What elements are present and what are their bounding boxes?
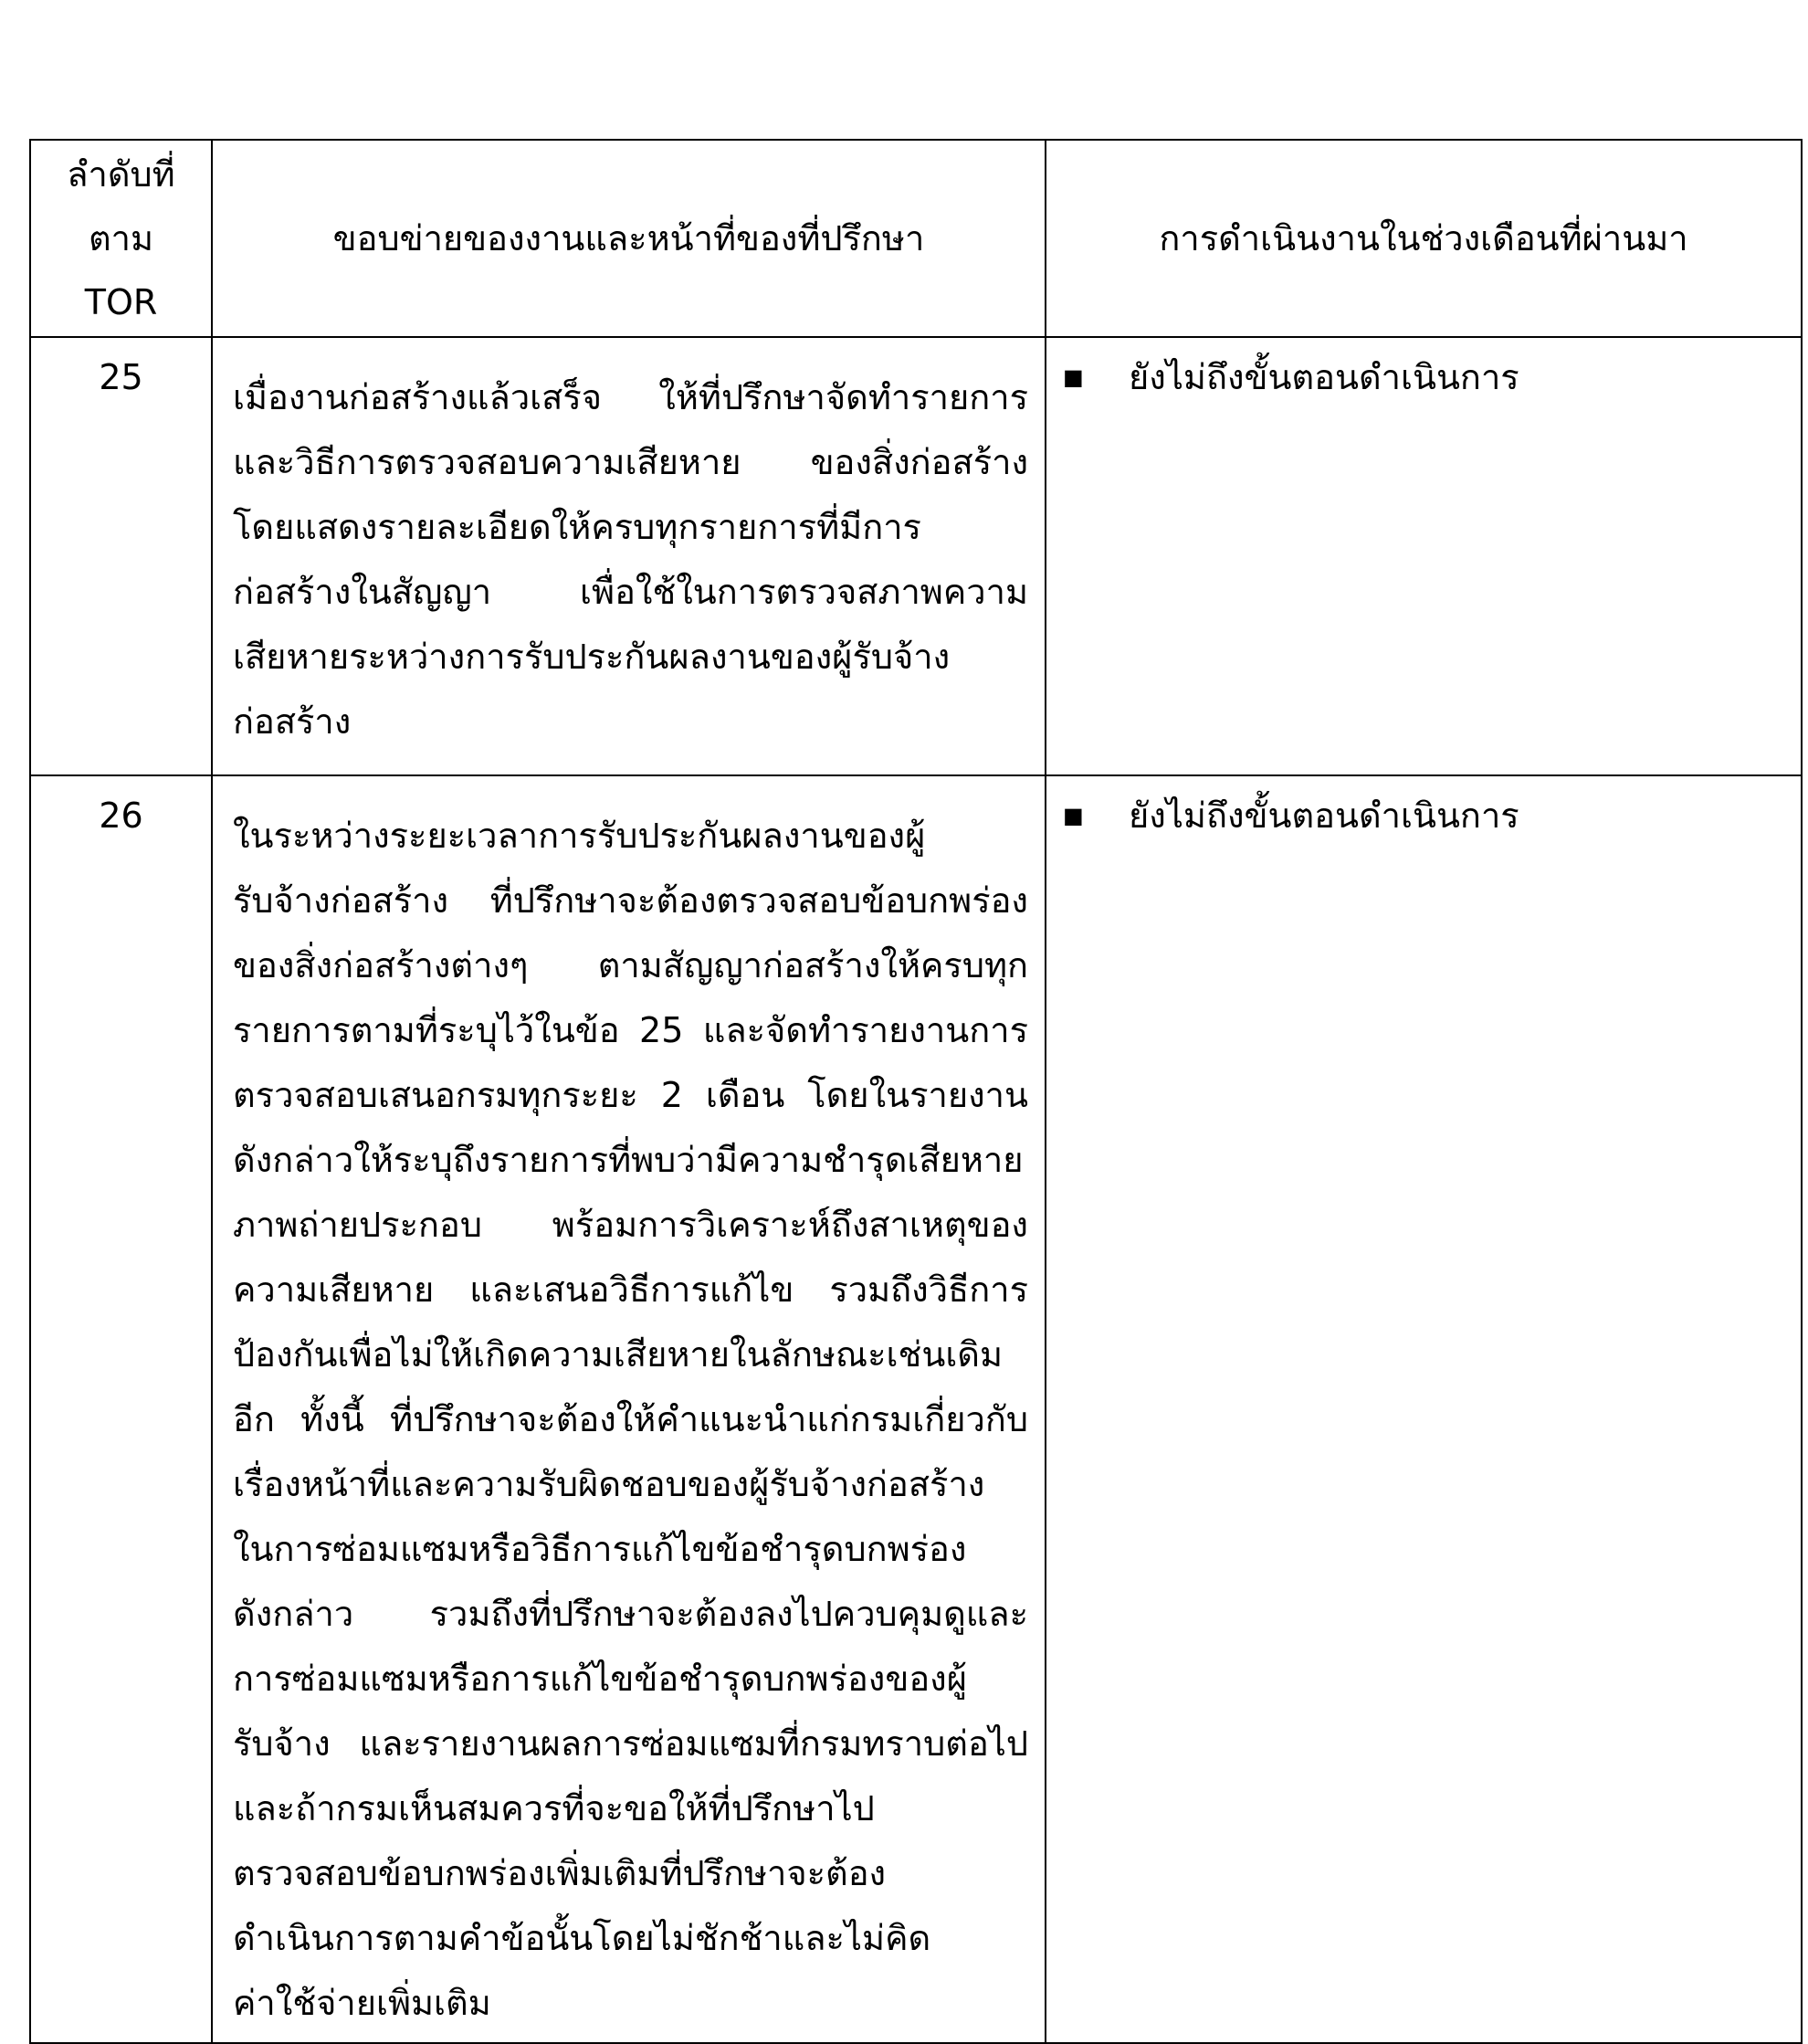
scope-cell	[212, 775, 1046, 2043]
scope-text-line: รับจ้าง และรายงานผลการซ่อมแซมที่กรมทราบต่อไป	[233, 1723, 1028, 1764]
table-header-row	[30, 140, 1802, 337]
progress-list-item	[1063, 345, 1792, 409]
square-bullet-icon: ■	[1063, 364, 1084, 390]
table-row	[30, 337, 1802, 775]
scope-text-line: รายการตามที่ระบุไว้ในข้อ 25 และจัดทำรายงานการ	[233, 1010, 1028, 1050]
scope-text-line: เมื่องานก่อสร้างแล้วเสร็จ ให้ที่ปรึกษาจัดทำรายการ	[233, 377, 1028, 417]
scope-text-line: และถ้ากรมเห็นสมควรที่จะขอให้ที่ปรึกษาไป	[233, 1788, 875, 1828]
scope-text-line: ค่าใช้จ่ายเพิ่มเติม	[233, 1983, 491, 2023]
header-scope: ขอบข่ายของงานและหน้าที่ของที่ปรึกษา	[212, 140, 1046, 337]
scope-text-line: ป้องกันเพื่อไม่ให้เกิดความเสียหายในลักษณะเช่นเดิม	[233, 1334, 1004, 1375]
scope-text-line: ในการซ่อมแซมหรือวิธีการแก้ไขข้อชำรุดบกพร่อง	[233, 1529, 967, 1569]
scope-text-line: ตรวจสอบเสนอกรมทุกระยะ 2 เดือน โดยในรายงาน	[233, 1075, 1028, 1115]
tor-number-cell: 25	[30, 337, 212, 775]
scope-text-line: ในระหว่างระยะเวลาการรับประกันผลงานของผู้	[233, 816, 926, 856]
table-row	[30, 775, 1802, 2043]
header-progress: การดำเนินงานในช่วงเดือนที่ผ่านมา	[1046, 140, 1802, 337]
scope-text-line: ก่อสร้าง	[233, 701, 352, 742]
scope-text-line: การซ่อมแซมหรือการแก้ไขข้อชำรุดบกพร่องของผู้	[233, 1659, 967, 1699]
scope-text-line: ความเสียหาย และเสนอวิธีการแก้ไข รวมถึงวิธีการ	[233, 1270, 1028, 1310]
progress-text: ยังไม่ถึงขั้นตอนดำเนินการ	[1129, 795, 1519, 836]
scope-text-line: ดังกล่าวให้ระบุถึงรายการที่พบว่ามีความชำรุดเสียหาย	[233, 1140, 1024, 1180]
header-tor-number-line: TOR	[84, 282, 158, 322]
square-bullet-icon: ■	[1063, 803, 1084, 828]
tor-number-cell: 26	[30, 775, 212, 2043]
header-tor-number-line: ตาม	[88, 218, 154, 258]
scope-text-line: ตรวจสอบข้อบกพร่องเพิ่มเติมที่ปรึกษาจะต้อง	[233, 1853, 887, 1893]
scope-text-line: โดยแสดงรายละเอียดให้ครบทุกรายการที่มีการ	[233, 507, 921, 547]
scope-text-line: รับจ้างก่อสร้าง ที่ปรึกษาจะต้องตรวจสอบข้อบกพร่อง	[233, 880, 1028, 921]
header-tor-number	[30, 140, 212, 337]
progress-cell	[1046, 775, 1802, 2043]
scope-text-line: ของสิ่งก่อสร้างต่างๆ ตามสัญญาก่อสร้างให้ครบทุก	[233, 945, 1028, 985]
scope-text-line: อีก ทั้งนี้ ที่ปรึกษาจะต้องให้คำแนะนำแก่กรมเกี่ยวกับ	[233, 1399, 1028, 1439]
scope-text-line: ดำเนินการตามคำข้อนั้นโดยไม่ชักช้าและไม่คิด	[233, 1918, 931, 1958]
header-tor-number-line: ลำดับที่	[67, 154, 175, 195]
tor-progress-table	[29, 139, 1803, 2044]
scope-text-line: และวิธีการตรวจสอบความเสียหาย ของสิ่งก่อสร้าง	[233, 442, 1028, 482]
scope-text-line: ก่อสร้างในสัญญา เพื่อใช้ในการตรวจสภาพความ	[233, 572, 1028, 612]
scope-text-line: ดังกล่าว รวมถึงที่ปรึกษาจะต้องลงไปควบคุมดูและ	[233, 1594, 1028, 1634]
scope-text-line: เรื่องหน้าที่และความรับผิดชอบของผู้รับจ้างก่อสร้าง	[233, 1464, 985, 1504]
scope-cell	[212, 337, 1046, 775]
scope-text-line: เสียหายระหว่างการรับประกันผลงานของผู้รับจ้าง	[233, 637, 951, 677]
progress-cell	[1046, 337, 1802, 775]
progress-text: ยังไม่ถึงขั้นตอนดำเนินการ	[1129, 357, 1519, 397]
scope-text-line: ภาพถ่ายประกอบ พร้อมการวิเคราะห์ถึงสาเหตุของ	[233, 1205, 1028, 1245]
progress-list-item	[1063, 784, 1792, 848]
